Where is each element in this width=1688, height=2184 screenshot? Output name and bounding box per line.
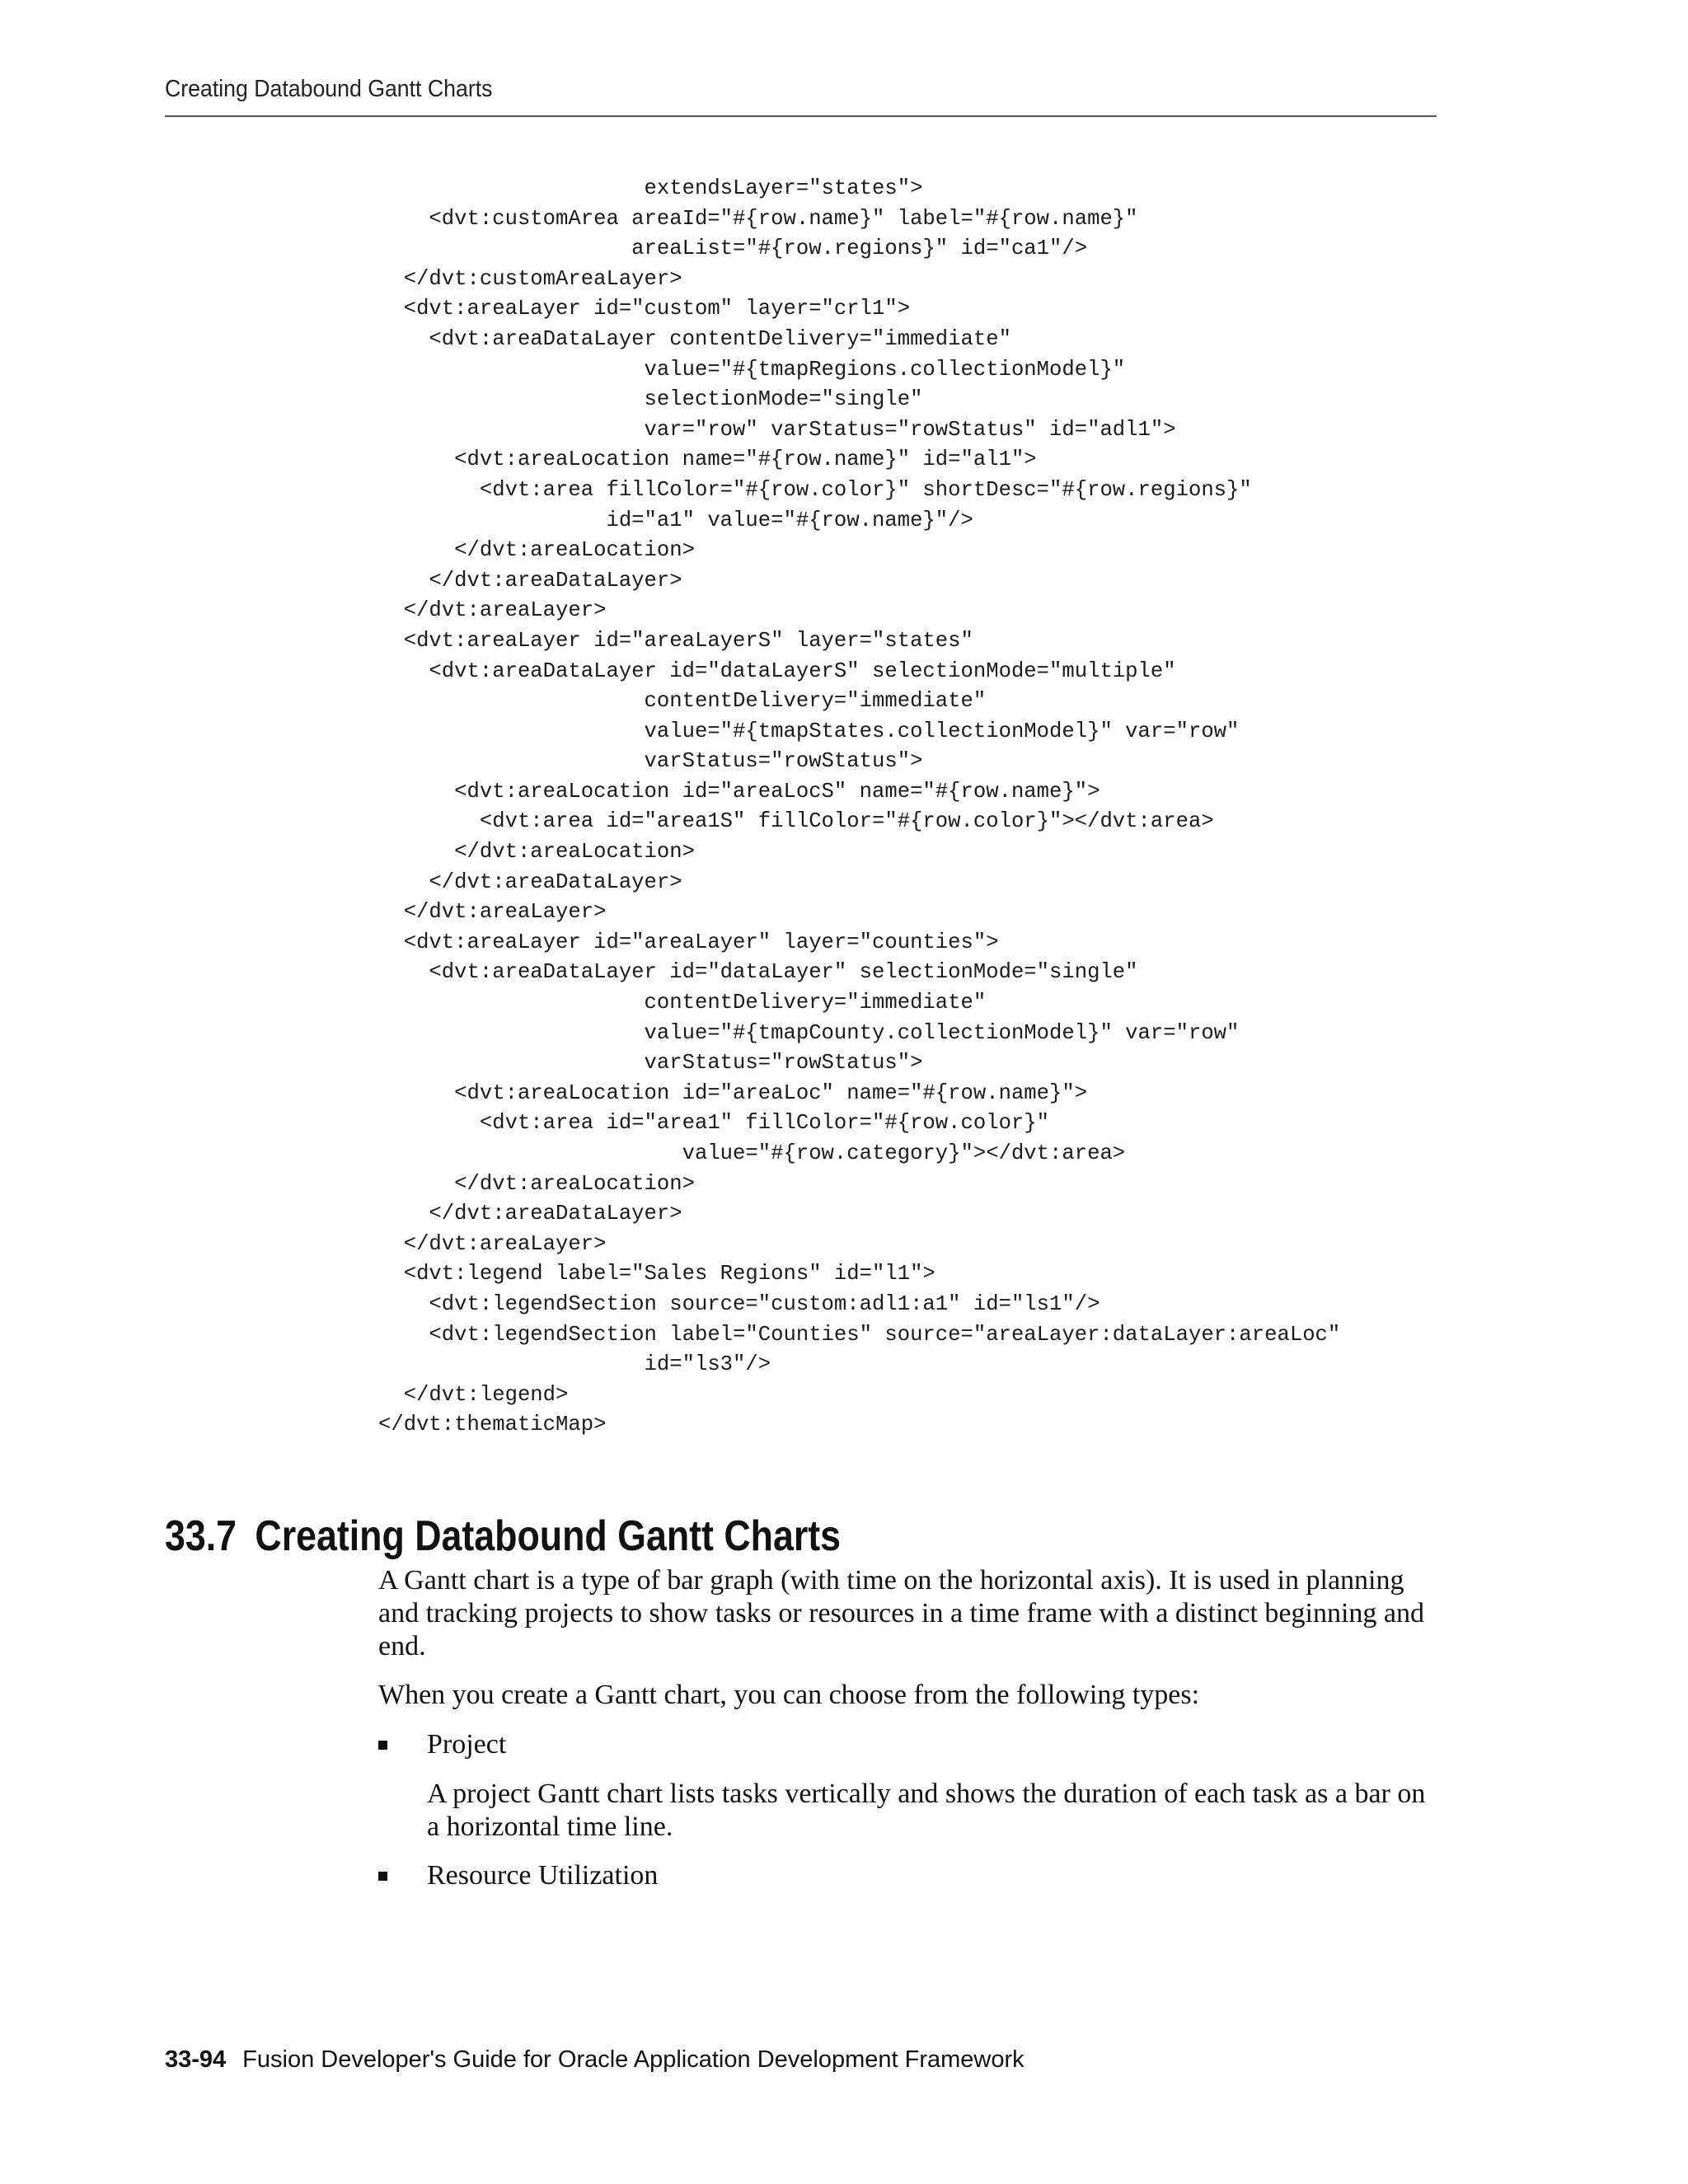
section-title: Creating Databound Gantt Charts [255,1512,841,1560]
code-line: contentDelivery="immediate" [644,991,987,1015]
code-line: varStatus="rowStatus"> [644,1051,923,1076]
section-number: 33.7 [165,1512,237,1560]
page-footer [165,2046,1025,2074]
intro-paragraph: A Gantt chart is a type of bar graph (with time on the horizontal axis). It is used in planning and tracking projects to show tasks or resources in a time frame with a distinct beginning and end. [378,1565,1425,1661]
code-line: <dvt:areaLocation id="areaLocS" name="#{row.name}"> [454,779,1100,804]
running-header: Creating Databound Gantt Charts [165,76,493,102]
page-number: 33-94 [165,2046,227,2073]
header-divider [165,115,1437,117]
square-bullet-icon [378,1872,387,1881]
code-line: selectionMode="single" [644,387,923,412]
list-item-label: Resource Utilization [427,1860,659,1891]
code-line: </dvt:areaLayer> [403,598,607,623]
code-line: value="#{tmapStates.collectionModel}" var="row" [644,719,1240,743]
project-description: A project Gantt chart lists tasks vertically and shows the duration of each task as a bar on a horizontal time line. [427,1779,1426,1842]
code-line: <dvt:areaDataLayer id="dataLayerS" selectionMode="multiple" [429,658,1176,683]
code-line: contentDelivery="immediate" [644,689,987,714]
code-line: </dvt:areaDataLayer> [429,869,682,894]
code-line: </dvt:thematicMap> [378,1413,607,1437]
code-line: <dvt:areaLayer id="areaLayerS" layer="states" [403,628,973,653]
code-line: </dvt:areaDataLayer> [429,1202,682,1226]
code-line: <dvt:area id="area1S" fillColor="#{row.color}"></dvt:area> [479,809,1214,834]
code-line: </dvt:areaLocation> [454,840,695,865]
code-line: <dvt:legend label="Sales Regions" id="l1"> [403,1262,935,1286]
code-line: value="#{tmapCounty.collectionModel}" var="row" [644,1020,1240,1045]
square-bullet-icon [378,1741,387,1750]
code-line: varStatus="rowStatus"> [644,749,923,774]
code-line: <dvt:areaDataLayer contentDelivery="immediate" [429,326,1011,351]
code-line: var="row" varStatus="rowStatus" id="adl1"> [644,417,1176,442]
code-line: value="#{tmapRegions.collectionModel}" [644,357,1126,382]
types-lead-paragraph: When you create a Gantt chart, you can choose from the following types: [378,1680,1200,1710]
code-line: <dvt:area fillColor="#{row.color}" shortDesc="#{row.regions}" [479,477,1252,502]
code-line: <dvt:legendSection source="custom:adl1:a1" id="ls1"/> [429,1291,1100,1316]
code-line: <dvt:legendSection label="Counties" source="areaLayer:dataLayer:areaLoc" [429,1322,1341,1347]
code-line: <dvt:areaLayer id="areaLayer" layer="counties"> [403,930,999,954]
code-line: <dvt:areaLocation name="#{row.name}" id="al1"> [454,448,1037,472]
code-line: </dvt:legend> [403,1382,569,1407]
section-heading [165,1511,841,1562]
code-line: </dvt:areaLocation> [454,1171,695,1196]
code-line: </dvt:areaDataLayer> [429,568,682,593]
code-line: value="#{row.category}"></dvt:area> [682,1141,1126,1165]
code-line: id="a1" value="#{row.name}"/> [606,508,973,532]
list-item-label: Project [427,1729,507,1760]
code-line: extendsLayer="states"> [644,176,923,200]
book-title: Fusion Developer's Guide for Oracle Application Development Framework [242,2046,1025,2073]
code-line: </dvt:areaLayer> [403,1231,607,1256]
code-line: </dvt:customAreaLayer> [403,266,682,291]
code-line: <dvt:areaLocation id="areaLoc" name="#{row.name}"> [454,1080,1088,1105]
code-line: <dvt:area id="area1" fillColor="#{row.color}" [479,1111,1050,1136]
code-line: <dvt:customArea areaId="#{row.name}" label="#{row.name}" [429,206,1138,231]
code-line: id="ls3"/> [644,1352,771,1377]
code-line: </dvt:areaLocation> [454,538,695,563]
code-example [378,174,1340,1441]
code-line: <dvt:areaLayer id="custom" layer="crl1"> [403,297,911,321]
code-line: </dvt:areaLayer> [403,900,607,925]
code-line: areaList="#{row.regions}" id="ca1"/> [631,237,1088,261]
code-line: <dvt:areaDataLayer id="dataLayer" selectionMode="single" [429,960,1138,985]
